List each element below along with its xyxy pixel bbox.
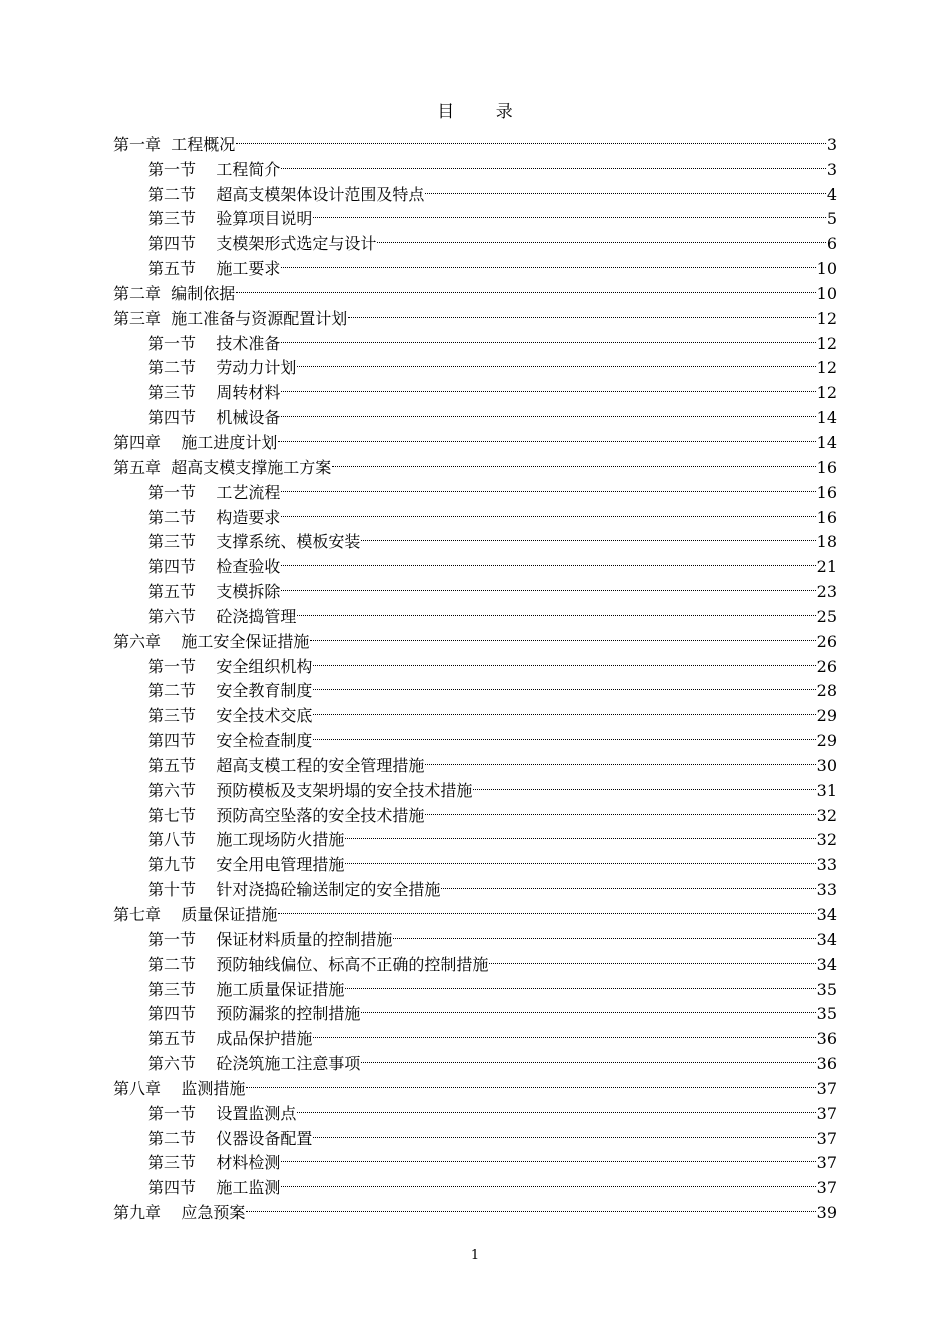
toc-entry-title: 安全教育制度 <box>216 681 313 701</box>
toc-entry-title: 安全技术交底 <box>216 706 313 726</box>
toc-entry-heading <box>113 431 277 456</box>
toc-entry-title: 安全组织机构 <box>216 656 313 676</box>
toc-entry-heading <box>113 630 309 655</box>
toc-entry-page: 16 <box>816 482 837 502</box>
toc-entry-page: 5 <box>826 209 837 229</box>
toc-title: 目 录 <box>437 102 531 122</box>
toc-entry-title: 超高支模架体设计范围及特点 <box>216 184 425 204</box>
toc-entry-title: 验算项目说明 <box>216 209 313 229</box>
toc-entry-heading <box>113 133 235 158</box>
page-number: 1 <box>470 1248 480 1263</box>
toc-entry-number: 第二节 <box>148 954 217 974</box>
toc-entry-heading <box>148 704 312 729</box>
toc-dot-leader <box>425 796 815 821</box>
toc-entry-number: 第四节 <box>148 557 217 577</box>
toc-entry-page: 37 <box>816 1128 837 1148</box>
toc-entry-number: 第六节 <box>148 1054 217 1074</box>
toc-dot-leader <box>281 1144 815 1169</box>
toc-entry-title: 超高支模支撑施工方案 <box>171 457 332 477</box>
toc-entry-heading <box>113 1077 245 1102</box>
toc-entry-title: 砼浇捣管理 <box>216 606 297 626</box>
toc-entry-page: 10 <box>816 283 837 303</box>
toc-entry-title: 保证材料质量的控制措施 <box>216 929 393 949</box>
toc-dot-leader <box>246 1193 815 1218</box>
toc-entry-number: 第一节 <box>148 159 217 179</box>
toc-entry-title: 周转材料 <box>216 383 281 403</box>
toc-entry-number: 第四节 <box>148 731 217 751</box>
toc-entry-heading <box>148 1102 296 1127</box>
toc-entry-page: 16 <box>816 507 837 527</box>
toc-entry-number: 第四节 <box>148 408 217 428</box>
toc-entry-heading <box>148 381 280 406</box>
toc-dot-leader <box>377 224 825 249</box>
toc-entry-number: 第三节 <box>148 532 217 552</box>
toc-entry-number: 第一节 <box>148 1103 217 1123</box>
toc-dot-leader <box>236 274 815 299</box>
toc-dot-leader <box>281 398 815 423</box>
toc-entry-number: 第二节 <box>148 184 217 204</box>
toc-entry-page: 21 <box>816 557 837 577</box>
toc-dot-leader <box>281 1168 815 1193</box>
toc-dot-leader <box>281 547 815 572</box>
toc-entry-page: 29 <box>816 706 837 726</box>
toc-entry-heading <box>148 506 280 531</box>
toc-entry-title: 监测措施 <box>181 1078 246 1098</box>
toc-entry-page: 3 <box>826 134 837 154</box>
toc-entry-page: 32 <box>816 805 837 825</box>
toc-entry-page: 32 <box>816 830 837 850</box>
toc-entry-page: 18 <box>816 532 837 552</box>
toc-dot-leader <box>361 995 815 1020</box>
toc-dot-leader <box>361 1044 815 1069</box>
toc-entry-title: 安全检查制度 <box>216 731 313 751</box>
toc-entry-page: 28 <box>816 681 837 701</box>
toc-entry-number: 第二节 <box>148 358 217 378</box>
toc-dot-leader <box>345 970 815 995</box>
toc-entry-title: 预防高空坠落的安全技术措施 <box>216 805 425 825</box>
toc-entry-title: 仪器设备配置 <box>216 1128 313 1148</box>
toc-entry-heading <box>148 158 280 183</box>
toc-entry-page: 34 <box>816 929 837 949</box>
toc-dot-leader <box>473 771 815 796</box>
toc-entry-number: 第八节 <box>148 830 217 850</box>
toc-dot-leader <box>313 200 825 225</box>
toc-entry-number: 第九节 <box>148 855 217 875</box>
toc-entry-number: 第四节 <box>148 1004 217 1024</box>
toc-entry-page: 37 <box>816 1178 837 1198</box>
toc-entry-number: 第二节 <box>148 507 217 527</box>
toc-entry-title: 成品保护措施 <box>216 1029 313 1049</box>
toc-entry-heading <box>148 828 344 853</box>
toc-entry-number: 第五章 <box>113 457 172 477</box>
toc-dot-leader <box>281 150 825 175</box>
toc-entry-heading <box>148 1027 312 1052</box>
toc-entry-number: 第三章 <box>113 308 172 328</box>
toc-entry-title: 预防漏浆的控制措施 <box>216 1004 361 1024</box>
toc-entry-heading <box>148 555 280 580</box>
toc-entry-title: 施工进度计划 <box>181 432 278 452</box>
toc-entry-page: 25 <box>816 606 837 626</box>
toc-entry-number: 第一节 <box>148 482 217 502</box>
toc-entry-number: 第十节 <box>148 880 217 900</box>
toc-entry-number: 第三节 <box>148 383 217 403</box>
toc-entry-heading <box>148 332 280 357</box>
toc-entry-title: 预防轴线偏位、标高不正确的控制措施 <box>216 954 489 974</box>
toc-dot-leader <box>345 845 815 870</box>
toc-entry-page: 39 <box>816 1203 837 1223</box>
toc-entry-number: 第九章 <box>113 1203 182 1223</box>
toc-dot-leader <box>489 945 815 970</box>
toc-entry-number: 第四章 <box>113 432 182 452</box>
toc-entry-title: 技术准备 <box>216 333 281 353</box>
toc-entry-number: 第三节 <box>148 1153 217 1173</box>
toc-entry-title: 质量保证措施 <box>181 905 278 924</box>
toc-entry-title: 安全用电管理措施 <box>216 855 345 875</box>
toc-entry-heading <box>148 605 296 630</box>
toc-entry-page: 37 <box>816 1078 837 1098</box>
toc-entry-page: 37 <box>816 1103 837 1123</box>
toc-dot-leader <box>313 647 815 672</box>
toc-dot-leader <box>441 870 815 895</box>
toc-entry-page: 34 <box>816 954 837 974</box>
toc-entry-heading <box>148 779 472 804</box>
toc-dot-leader <box>297 349 815 374</box>
toc-dot-leader <box>393 920 815 945</box>
toc-entry-number: 第二节 <box>148 1128 217 1148</box>
toc-entry-heading <box>148 580 280 605</box>
toc-entry-title: 劳动力计划 <box>216 358 297 378</box>
toc-entry-page: 12 <box>816 358 837 378</box>
toc-entry-number: 第五节 <box>148 259 217 279</box>
toc-entry-page: 12 <box>816 333 837 353</box>
toc-entry-number: 第四节 <box>148 234 217 254</box>
toc-dot-leader <box>278 895 815 920</box>
toc-dot-leader <box>281 572 815 597</box>
toc-entry-heading <box>148 729 312 754</box>
toc-entry-number: 第二节 <box>148 681 217 701</box>
toc-entry-title: 施工安全保证措施 <box>181 631 310 651</box>
toc-entry-heading <box>148 481 280 506</box>
toc-dot-leader <box>310 622 815 647</box>
toc-dot-leader <box>332 448 815 473</box>
toc-entry-title: 预防模板及支架坍塌的安全技术措施 <box>216 780 473 800</box>
toc-entry-heading <box>148 754 424 779</box>
toc-dot-leader <box>313 696 815 721</box>
toc-entry-page: 36 <box>816 1054 837 1074</box>
toc-chapter-entry[interactable] <box>113 125 837 154</box>
toc-entry-heading <box>113 903 277 928</box>
toc-entry-page: 14 <box>816 408 837 428</box>
toc-dot-leader <box>345 821 815 846</box>
toc-dot-leader <box>313 1019 815 1044</box>
toc-entry-heading <box>148 406 280 431</box>
toc-entry-title: 编制依据 <box>171 283 236 303</box>
toc-dot-leader <box>313 1119 815 1144</box>
toc-entry-heading <box>148 207 312 232</box>
toc-entry-page: 29 <box>816 731 837 751</box>
toc-dot-leader <box>281 249 815 274</box>
toc-entry-page: 26 <box>816 656 837 676</box>
toc-entry-number: 第三节 <box>148 979 217 999</box>
toc-dot-leader <box>281 498 815 523</box>
toc-entry-page: 3 <box>826 159 837 179</box>
toc-entry-page: 37 <box>816 1153 837 1173</box>
toc-entry-page: 12 <box>816 308 837 328</box>
toc-entry-number: 第五节 <box>148 1029 217 1049</box>
toc-entry-title: 砼浇筑施工注意事项 <box>216 1054 361 1074</box>
toc-entry-page: 33 <box>816 880 837 900</box>
toc-entry-number: 第六节 <box>148 780 217 800</box>
toc-entry-title: 超高支模工程的安全管理措施 <box>216 755 425 775</box>
toc-entry-title: 设置监测点 <box>216 1103 297 1123</box>
toc-entry-title: 应急预案 <box>181 1203 246 1223</box>
toc-dot-leader <box>297 1094 815 1119</box>
toc-dot-leader <box>313 672 815 697</box>
toc-entry-number: 第六章 <box>113 631 182 651</box>
toc-entry-title: 检查验收 <box>216 557 281 577</box>
toc-entry-heading <box>148 853 344 878</box>
toc-entry-title: 工艺流程 <box>216 482 281 502</box>
toc-dot-leader <box>246 1069 815 1094</box>
toc-entry-title: 施工质量保证措施 <box>216 979 345 999</box>
toc-dot-leader <box>313 721 815 746</box>
toc-entry-title: 工程概况 <box>171 134 236 154</box>
toc-entry-page: 31 <box>816 780 837 800</box>
toc-entry-page: 23 <box>816 582 837 602</box>
toc-entry-title: 机械设备 <box>216 408 281 428</box>
toc-entry-title: 施工监测 <box>216 1178 281 1198</box>
toc-entry-number: 第一章 <box>113 134 172 154</box>
toc-dot-leader <box>281 473 815 498</box>
toc-entry-page: 35 <box>816 1004 837 1024</box>
toc-entry-title: 施工现场防火措施 <box>216 830 345 850</box>
toc-entry-number: 第六节 <box>148 606 217 626</box>
toc-entry-page: 4 <box>826 184 837 204</box>
toc-entry-page: 35 <box>816 979 837 999</box>
toc-dot-leader <box>281 324 815 349</box>
table-of-contents <box>113 125 837 1223</box>
toc-entry-number: 第七节 <box>148 805 217 825</box>
toc-entry-title: 构造要求 <box>216 507 281 527</box>
toc-entry-heading <box>148 978 344 1003</box>
toc-entry-heading <box>148 356 296 381</box>
toc-dot-leader <box>236 125 826 150</box>
toc-entry-number: 第七章 <box>113 905 182 924</box>
toc-entry-heading <box>113 1201 245 1226</box>
toc-entry-page: 14 <box>816 432 837 452</box>
toc-entry-title: 支模拆除 <box>216 582 281 602</box>
toc-entry-title: 支撑系统、模板安装 <box>216 532 361 552</box>
toc-entry-heading <box>148 928 392 953</box>
toc-entry-title: 施工准备与资源配置计划 <box>171 308 348 328</box>
toc-entry-number: 第二章 <box>113 283 172 303</box>
toc-dot-leader <box>281 373 815 398</box>
toc-dot-leader <box>425 175 825 200</box>
toc-entry-page: 26 <box>816 631 837 651</box>
toc-entry-number: 第一节 <box>148 333 217 353</box>
toc-entry-heading <box>148 1151 280 1176</box>
toc-entry-number: 第三节 <box>148 706 217 726</box>
toc-entry-title: 支模架形式选定与设计 <box>216 234 377 254</box>
toc-entry-number: 第一节 <box>148 929 217 949</box>
toc-entry-number: 第五节 <box>148 582 217 602</box>
toc-entry-title: 工程简介 <box>216 159 281 179</box>
toc-dot-leader <box>278 423 815 448</box>
toc-entry-page: 30 <box>816 755 837 775</box>
toc-dot-leader <box>348 299 815 324</box>
toc-dot-leader <box>361 523 815 548</box>
toc-entry-number: 第五节 <box>148 755 217 775</box>
toc-dot-leader <box>297 597 815 622</box>
toc-entry-page: 10 <box>816 259 837 279</box>
toc-entry-page: 36 <box>816 1029 837 1049</box>
toc-entry-heading <box>113 282 235 307</box>
toc-entry-number: 第一节 <box>148 656 217 676</box>
toc-entry-heading <box>148 655 312 680</box>
toc-dot-leader <box>425 746 815 771</box>
toc-entry-number: 第四节 <box>148 1178 217 1198</box>
toc-entry-page: 6 <box>826 234 837 254</box>
toc-entry-number: 第三节 <box>148 209 217 229</box>
toc-entry-page: 12 <box>816 383 837 403</box>
toc-entry-page: 16 <box>816 457 837 477</box>
toc-entry-number: 第八章 <box>113 1078 182 1098</box>
toc-entry-title: 施工要求 <box>216 259 281 279</box>
toc-entry-page: 34 <box>816 905 837 924</box>
toc-entry-heading <box>148 679 312 704</box>
toc-entry-title: 针对浇捣砼输送制定的安全措施 <box>216 880 441 900</box>
toc-entry-page: 33 <box>816 855 837 875</box>
toc-entry-title: 材料检测 <box>216 1153 281 1173</box>
